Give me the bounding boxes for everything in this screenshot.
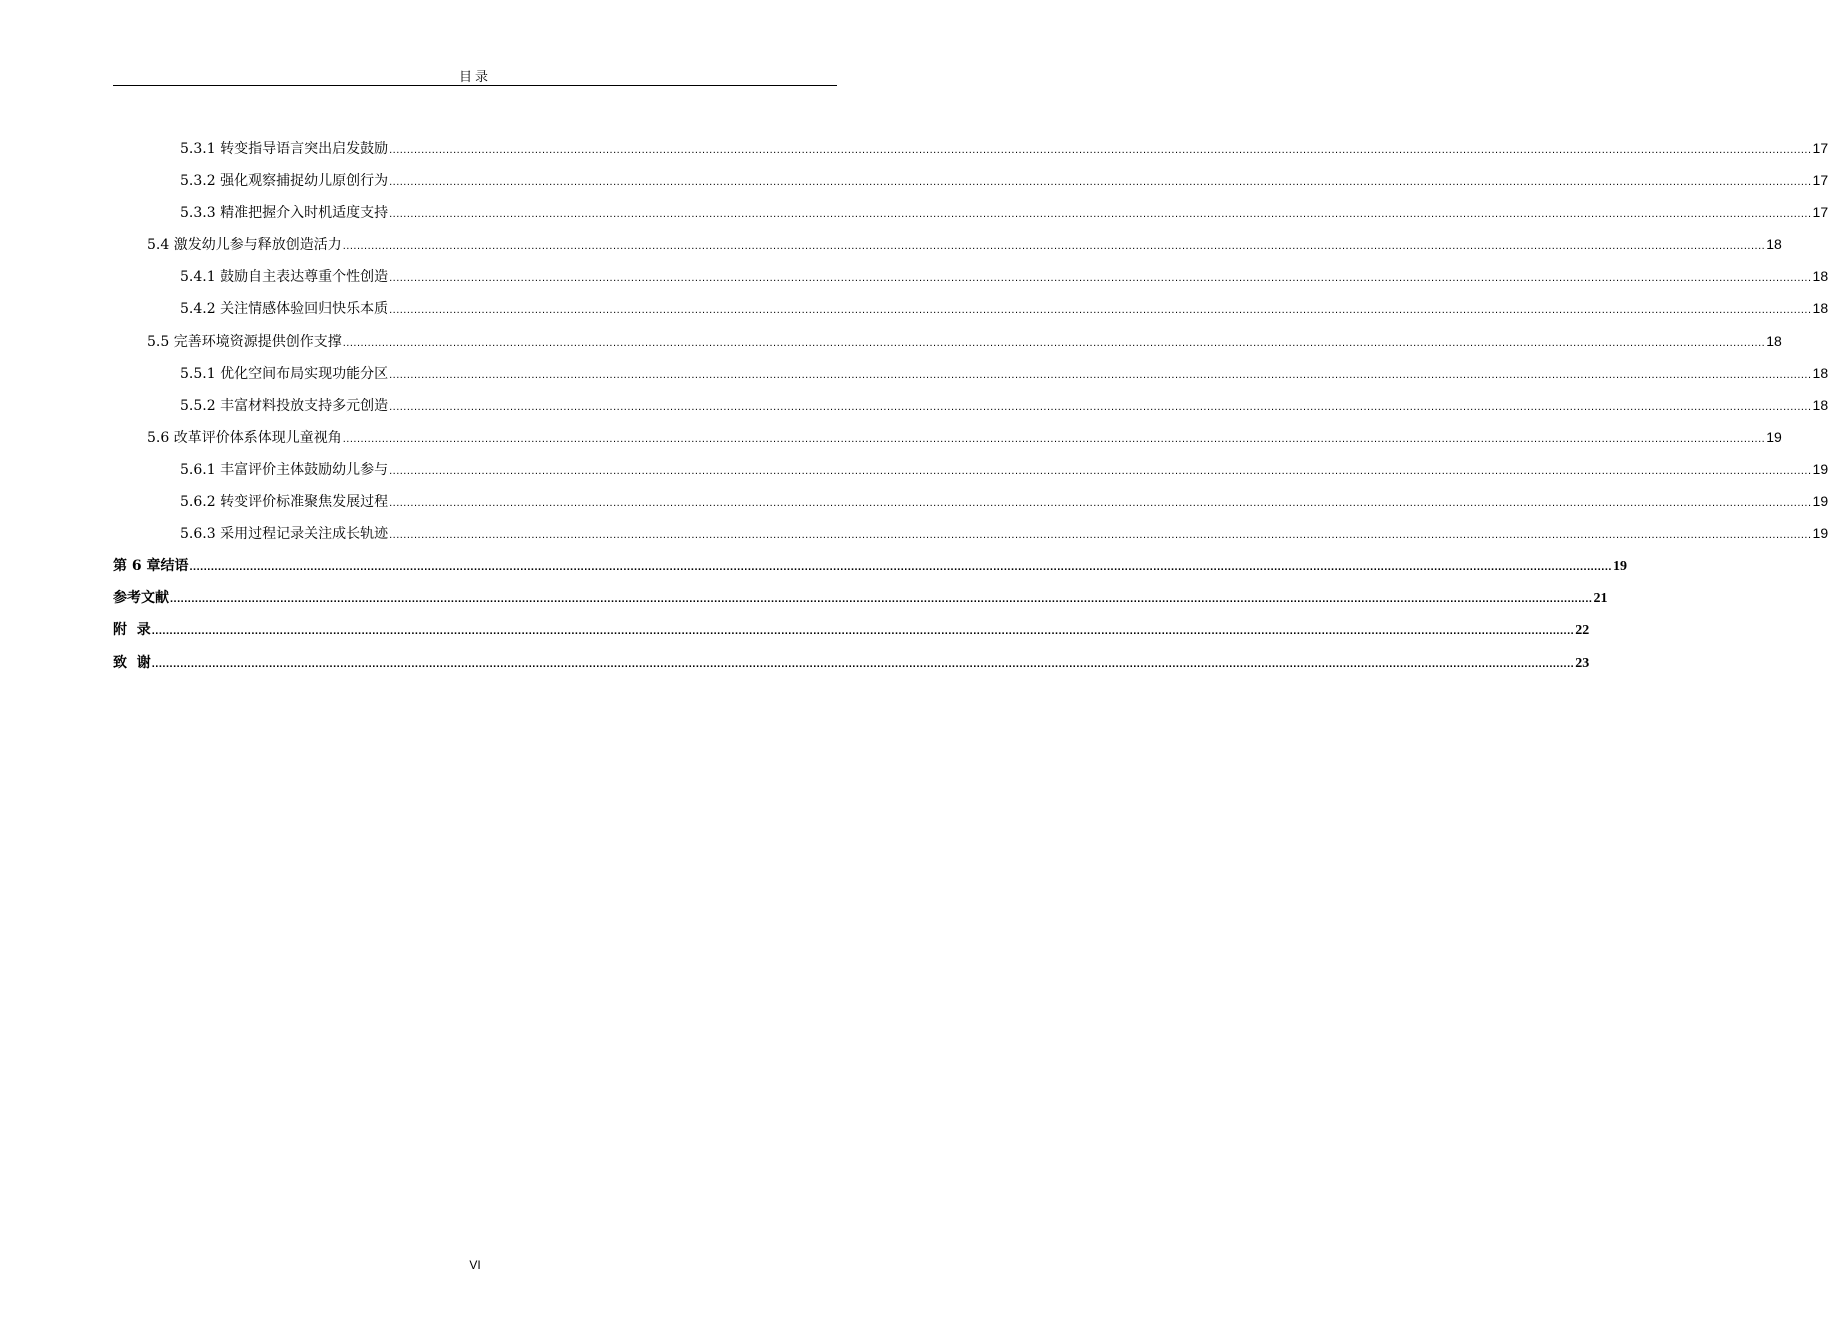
toc-entry-page: 18	[1812, 364, 1828, 381]
toc-entry-label: 5.5 完善环境资源提供创作支撑	[147, 333, 342, 350]
toc-entry-page: 19	[1766, 428, 1782, 445]
running-header-title: 目录	[458, 70, 491, 85]
toc-entry-label: 5.4.2 关注情感体验回归快乐本质	[180, 301, 389, 318]
toc-leader-dots: ................................................................................................................................................................................................................................................................................................................................................................................................................	[389, 208, 1812, 221]
toc-entry[interactable]	[113, 587, 1608, 619]
toc-leader-dots: ................................................................................................................................................................................................................................................................................................................................................................................................................	[342, 432, 1766, 445]
footer-page-number: VI	[469, 1258, 481, 1272]
table-of-contents	[113, 138, 1828, 684]
toc-entry-label: 5.5.2 丰富材料投放支持多元创造	[180, 397, 389, 414]
toc-leader-dots: ................................................................................................................................................................................................................................................................................................................................................................................................................	[189, 561, 1612, 574]
toc-leader-dots: ................................................................................................................................................................................................................................................................................................................................................................................................................	[389, 272, 1812, 285]
toc-entry[interactable]	[113, 298, 1828, 330]
toc-leader-dots: ................................................................................................................................................................................................................................................................................................................................................................................................................	[151, 625, 1575, 638]
toc-entry[interactable]	[113, 331, 1782, 363]
toc-entry-label: 第 6 章结语	[113, 558, 189, 575]
toc-entry[interactable]	[113, 138, 1828, 170]
toc-entry-label: 致 谢	[113, 654, 151, 671]
toc-entry-page: 17	[1812, 204, 1828, 221]
toc-entry-label: 5.3.3 精准把握介入时机适度支持	[180, 205, 389, 222]
toc-entry-page: 22	[1575, 623, 1590, 639]
toc-leader-dots: ................................................................................................................................................................................................................................................................................................................................................................................................................	[342, 240, 1766, 253]
toc-entry-page: 18	[1812, 396, 1828, 413]
toc-leader-dots: ................................................................................................................................................................................................................................................................................................................................................................................................................	[389, 400, 1812, 413]
toc-entry-label: 5.4 激发幼儿参与释放创造活力	[147, 237, 342, 254]
toc-entry-page: 18	[1766, 332, 1782, 349]
toc-entry[interactable]	[113, 459, 1828, 491]
toc-entry[interactable]	[113, 427, 1782, 459]
toc-entry-label: 5.6 改革评价体系体现儿童视角	[147, 429, 342, 446]
toc-entry-label: 5.6.1 丰富评价主体鼓励幼儿参与	[180, 461, 389, 478]
toc-entry-page: 23	[1575, 655, 1590, 671]
toc-entry[interactable]	[113, 652, 1590, 684]
toc-entry-page: 21	[1593, 591, 1608, 607]
toc-leader-dots: ................................................................................................................................................................................................................................................................................................................................................................................................................	[389, 144, 1812, 156]
toc-entry[interactable]	[113, 170, 1828, 202]
toc-entry-page: 19	[1612, 559, 1627, 575]
toc-leader-dots: ................................................................................................................................................................................................................................................................................................................................................................................................................	[389, 529, 1812, 542]
toc-entry[interactable]	[113, 523, 1828, 555]
toc-entry-page: 17	[1812, 140, 1828, 156]
toc-entry-page: 19	[1812, 525, 1828, 542]
toc-leader-dots: ................................................................................................................................................................................................................................................................................................................................................................................................................	[389, 497, 1812, 510]
toc-leader-dots: ................................................................................................................................................................................................................................................................................................................................................................................................................	[151, 657, 1575, 670]
toc-leader-dots: ................................................................................................................................................................................................................................................................................................................................................................................................................	[170, 593, 1593, 606]
toc-entry-label: 5.5.1 优化空间布局实现功能分区	[180, 365, 389, 382]
toc-entry-page: 19	[1812, 460, 1828, 477]
toc-entry-label: 5.6.2 转变评价标准聚焦发展过程	[180, 494, 389, 511]
toc-leader-dots: ................................................................................................................................................................................................................................................................................................................................................................................................................	[389, 368, 1812, 381]
toc-entry-page: 17	[1812, 172, 1828, 189]
toc-leader-dots: ................................................................................................................................................................................................................................................................................................................................................................................................................	[389, 304, 1812, 317]
toc-entry-label: 参考文献	[113, 590, 169, 607]
toc-entry[interactable]	[113, 234, 1782, 266]
toc-entry[interactable]	[113, 491, 1828, 523]
toc-entry[interactable]	[113, 555, 1627, 587]
toc-entry-page: 18	[1812, 300, 1828, 317]
toc-entry[interactable]	[113, 266, 1828, 298]
toc-leader-dots: ................................................................................................................................................................................................................................................................................................................................................................................................................	[389, 176, 1812, 189]
toc-entry[interactable]	[113, 619, 1590, 651]
toc-leader-dots: ................................................................................................................................................................................................................................................................................................................................................................................................................	[342, 336, 1766, 349]
toc-entry-label: 5.3.1 转变指导语言突出启发鼓励	[180, 141, 389, 157]
toc-entry-label: 5.6.3 采用过程记录关注成长轨迹	[180, 526, 389, 543]
toc-entry[interactable]	[113, 395, 1828, 427]
toc-leader-dots: ................................................................................................................................................................................................................................................................................................................................................................................................................	[389, 464, 1812, 477]
toc-entry-page: 19	[1812, 493, 1828, 510]
toc-entry-label: 附 录	[113, 622, 151, 639]
toc-entry-label: 5.3.2 强化观察捕捉幼儿原创行为	[180, 173, 389, 190]
toc-entry[interactable]	[113, 202, 1828, 234]
header-rule	[113, 85, 837, 86]
toc-entry[interactable]	[113, 363, 1828, 395]
toc-entry-label: 5.4.1 鼓励自主表达尊重个性创造	[180, 269, 389, 286]
toc-entry-page: 18	[1812, 268, 1828, 285]
toc-entry-page: 18	[1766, 236, 1782, 253]
